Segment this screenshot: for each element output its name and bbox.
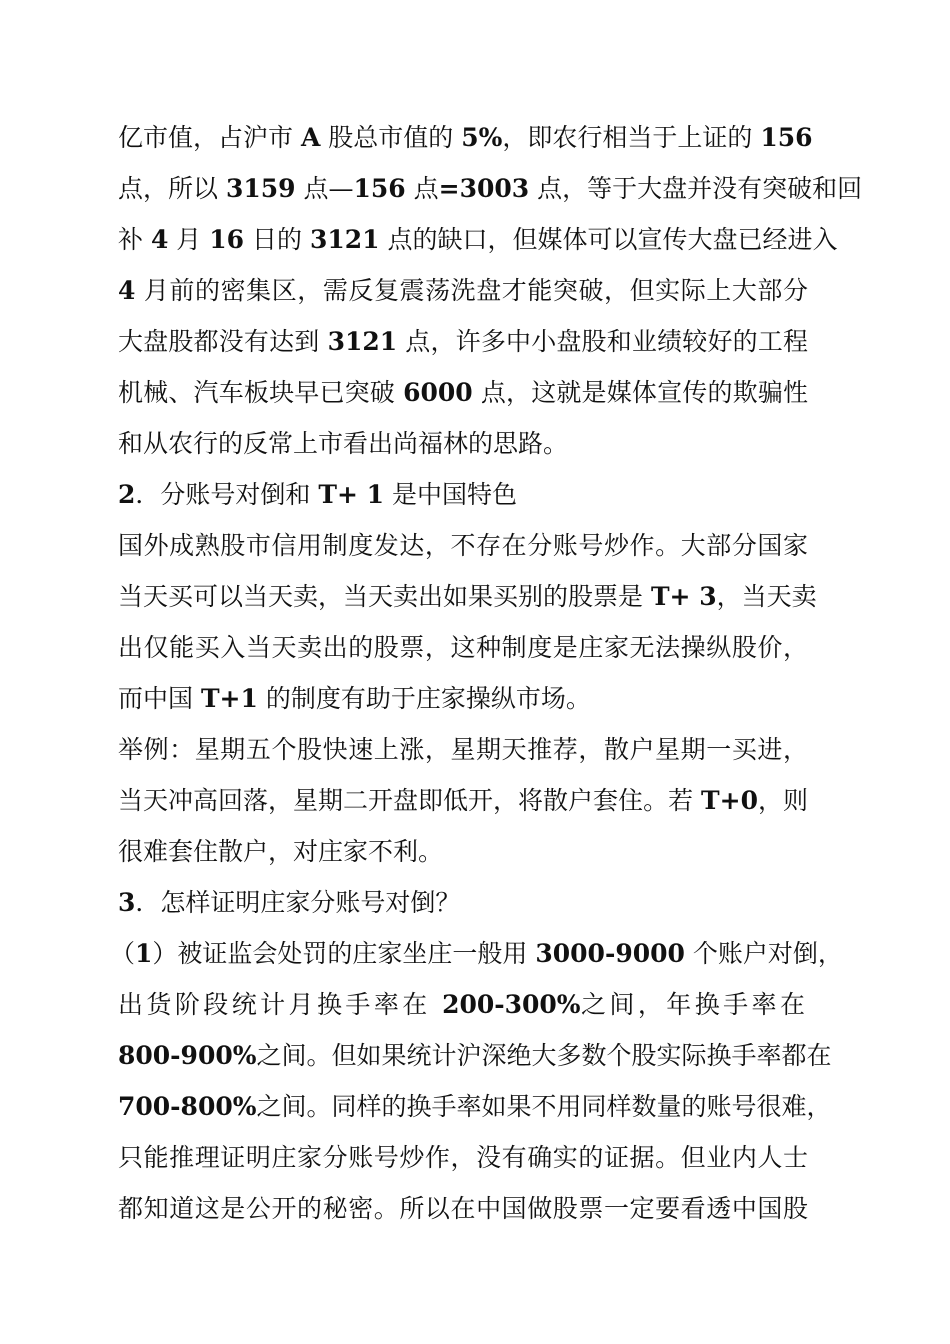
text-run: 月前的密集区，需反复震荡洗盘才能突破，但实际上大部分: [135, 276, 808, 305]
text-line: [118, 826, 808, 877]
text-line: [118, 673, 808, 724]
bold-run: 156: [760, 123, 813, 152]
text-line: [118, 979, 808, 1030]
text-line: [118, 112, 813, 163]
text-run: 很难套住散户，对庄家不利。: [118, 837, 444, 866]
text-line: [118, 1030, 832, 1081]
bold-run: 3121: [327, 327, 398, 356]
bold-run: 156: [353, 174, 406, 203]
text-run: 月: [168, 225, 210, 254]
text-run: 日的: [244, 225, 310, 254]
bold-run: 3000-9000: [535, 939, 685, 968]
text-line: [118, 724, 808, 775]
text-run: 举例：星期五个股快速上涨，星期天推荐，散户星期一买进，: [118, 735, 808, 764]
text-run: 的制度有助于庄家操纵市场。: [257, 684, 591, 713]
bold-run: T+1: [200, 684, 258, 713]
section-number: 3: [118, 888, 136, 917]
text-run: ．怎样证明庄家分账号对倒？: [135, 888, 461, 917]
text-run: ，则: [757, 786, 808, 815]
text-run: 只能推理证明庄家分账号炒作，没有确实的证据。但业内人士: [118, 1143, 808, 1172]
text-run: 点—: [295, 174, 354, 203]
text-run: 个账户对倒，: [684, 939, 843, 968]
text-run: ）被证监会处罚的庄家坐庄一般用: [152, 939, 536, 968]
text-run: 之间。但如果统计沪深绝大多数个股实际换手率都在: [256, 1041, 832, 1070]
text-run: ．分账号对倒和: [135, 480, 319, 509]
text-line: [118, 163, 863, 214]
text-run: 点，等于大盘并没有突破和回: [529, 174, 863, 203]
bold-run: T+ 3: [650, 582, 717, 611]
text-run: 点: [405, 174, 439, 203]
text-run: 和从农行的反常上市看出尚福林的思路。: [118, 429, 569, 458]
text-run: 而中国: [118, 684, 201, 713]
text-line: [118, 1183, 808, 1234]
text-line: [118, 1132, 808, 1183]
text-run: 股总市值的: [320, 123, 462, 152]
bold-run: 1: [135, 939, 153, 968]
text-line: [118, 1081, 832, 1132]
text-run: 国外成熟股市信用制度发达，不存在分账号炒作。大部分国家: [118, 531, 808, 560]
bold-run: 200-300%: [442, 990, 581, 1019]
bold-run: A: [300, 123, 321, 152]
bold-run: T+0: [701, 786, 758, 815]
text-run: 出货阶段统计月换手率在: [118, 990, 443, 1019]
text-line: [118, 214, 838, 265]
bold-run: 700-800%: [118, 1092, 257, 1121]
text-run: 点，这就是媒体宣传的欺骗性: [472, 378, 808, 407]
section-heading: [118, 877, 808, 928]
text-line: [118, 265, 808, 316]
section-number: 2: [118, 480, 136, 509]
text-run: 之间。同样的换手率如果不用同样数量的账号很难，: [256, 1092, 832, 1121]
bold-run: 5%: [461, 123, 503, 152]
bold-run: =3003: [438, 174, 530, 203]
text-run: （: [110, 939, 136, 968]
text-run: 大盘股都没有达到: [118, 327, 328, 356]
text-line: [118, 418, 808, 469]
text-run: 点，所以: [118, 174, 226, 203]
text-line: [118, 622, 808, 673]
bold-run: 16: [209, 225, 245, 254]
bold-run: 4: [150, 225, 169, 254]
bold-run: 6000: [403, 378, 473, 407]
text-run: 都知道这是公开的秘密。所以在中国做股票一定要看透中国股: [118, 1194, 808, 1223]
text-run: ，当天卖: [716, 582, 817, 611]
text-line: [118, 520, 808, 571]
text-run: 之间，年换手率在: [580, 990, 808, 1019]
bold-run: 3159: [225, 174, 296, 203]
text-run: 补: [118, 225, 151, 254]
text-run: ，即农行相当于上证的: [502, 123, 761, 152]
text-line: [118, 571, 817, 622]
bold-run: 4: [118, 276, 136, 305]
text-line: [118, 367, 808, 418]
section-heading: [118, 469, 808, 520]
text-run: 机械、汽车板块早已突破: [118, 378, 404, 407]
text-run: 点，许多中小盘股和业绩较好的工程: [397, 327, 809, 356]
text-run: 是中国特色: [384, 480, 517, 509]
text-run: 点的缺口，但媒体可以宣传大盘已经进入: [379, 225, 838, 254]
text-line: [110, 928, 843, 979]
bold-run: 800-900%: [118, 1041, 257, 1070]
document-page: [110, 112, 863, 1234]
text-line: [118, 775, 808, 826]
text-run: 亿市值，占沪市: [118, 123, 301, 152]
text-run: 当天买可以当天卖，当天卖出如果买别的股票是: [118, 582, 651, 611]
bold-run: 3121: [309, 225, 380, 254]
text-line: [118, 316, 808, 367]
text-run: 出仅能买入当天卖出的股票，这种制度是庄家无法操纵股价，: [118, 633, 808, 662]
text-run: 当天冲高回落，星期二开盘即低开，将散户套住。若: [118, 786, 702, 815]
bold-run: T+ 1: [318, 480, 385, 509]
